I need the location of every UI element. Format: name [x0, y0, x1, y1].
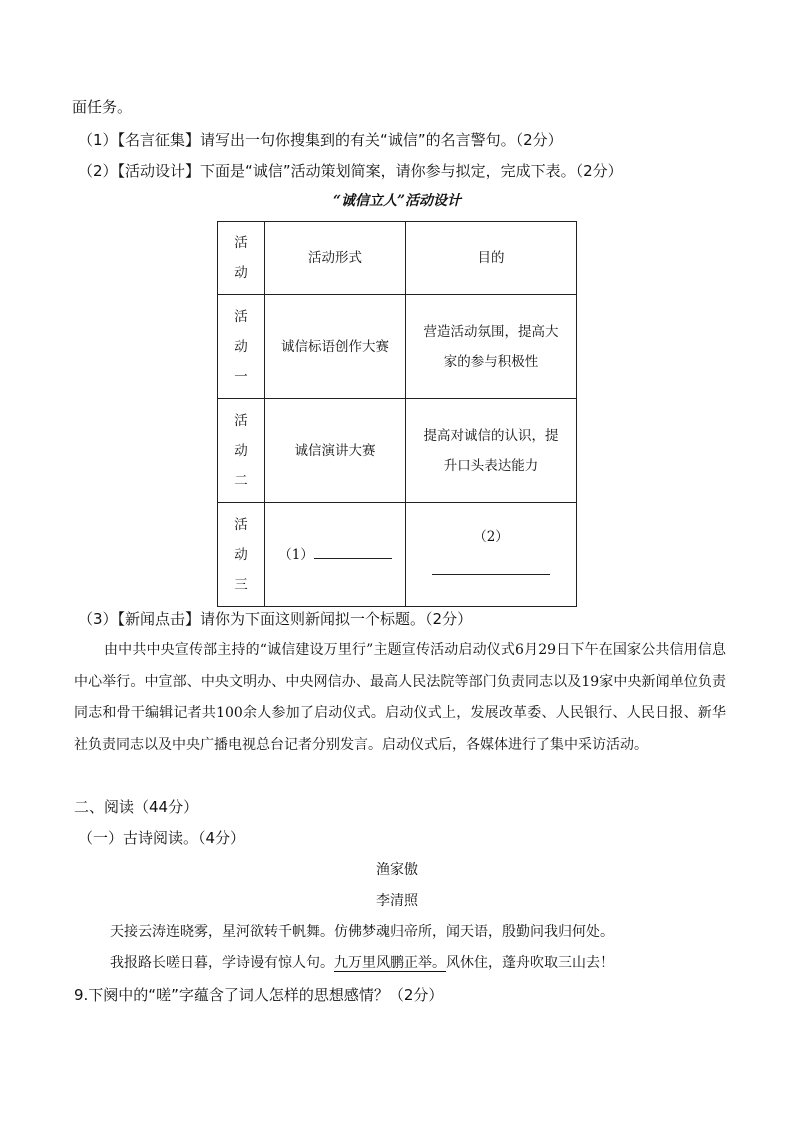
table-title: “诚信立人”活动设计 [332, 193, 462, 209]
row-form: 诚信演讲大赛 [265, 399, 406, 503]
row-purpose: 营造活动氛围，提高大家的参与积极性 [406, 295, 577, 399]
table-row [218, 295, 577, 399]
answer-blank-2[interactable] [432, 560, 550, 575]
row-label: 活动一 [218, 295, 265, 399]
row-label: 活动三 [218, 503, 265, 607]
poem-line-2-b: 风休住，蓬舟吹取三山去！ [446, 955, 614, 971]
row-form: 诚信标语创作大赛 [265, 295, 406, 399]
intro-tail: 面任务。 [72, 98, 133, 116]
question-3: （3）【新闻点击】请你为下面这则新闻拟一个标题。（2分） [78, 610, 473, 628]
table-row [218, 503, 577, 607]
header-activity: 活动 [218, 222, 265, 295]
blank-label-2: （2） [473, 528, 509, 545]
table-header-row [218, 222, 577, 295]
poem-line-2-underlined: 九万里风鹏正举。 [334, 955, 446, 971]
header-purpose: 目的 [406, 222, 577, 295]
row-label: 活动二 [218, 399, 265, 503]
question-1: （1）【名言征集】请写出一句你搜集到的有关“诚信”的名言警句。（2分） [78, 131, 563, 149]
news-body: 由中共中央宣传部主持的“诚信建设万里行”主题宣传活动启动仪式6月29日下午在国家公共信用信息中心举行。中宣部、中央文明办、中央网信办、最高人民法院等部门负责同志以及19家中央新闻单位负责同志和骨干编辑记者共100余人参加了启动仪式。启动仪式上，发展改革委、人民银行、人民日报、新华社负责同志以及中央广播电视总台记者分别发言。启动仪式后，各媒体进行了集中采访活动。 [74, 642, 726, 753]
section-2-1-heading: （一）古诗阅读。（4分） [78, 829, 246, 847]
table-row [218, 399, 577, 503]
poem-line-2-a: 我报路长嗟日暮，学诗谩有惊人句。 [110, 955, 334, 971]
row-purpose: 提高对诚信的认识，提升口头表达能力 [406, 399, 577, 503]
row-purpose-blank[interactable] [406, 503, 577, 607]
poem-author: 李清照 [376, 893, 418, 909]
section-2-heading: 二、阅读（44分） [74, 798, 199, 816]
blank-label-1: （1） [278, 546, 314, 563]
question-9: 9.下阕中的“嗟”字蕴含了词人怎样的思想感情？（2分） [74, 986, 444, 1004]
poem-title: 渔家傲 [376, 862, 418, 878]
row-form-blank[interactable] [265, 503, 406, 607]
poem-line-2 [110, 952, 614, 972]
activity-table [217, 221, 577, 607]
header-form: 活动形式 [265, 222, 406, 295]
poem-line-1: 天接云涛连晓雾，星河欲转千帆舞。仿佛梦魂归帝所，闻天语，殷勤问我归何处。 [110, 924, 614, 940]
answer-blank-1[interactable] [314, 544, 392, 559]
question-2: （2）【活动设计】下面是“诚信”活动策划简案，请你参与拟定，完成下表。（2分） [78, 162, 623, 180]
